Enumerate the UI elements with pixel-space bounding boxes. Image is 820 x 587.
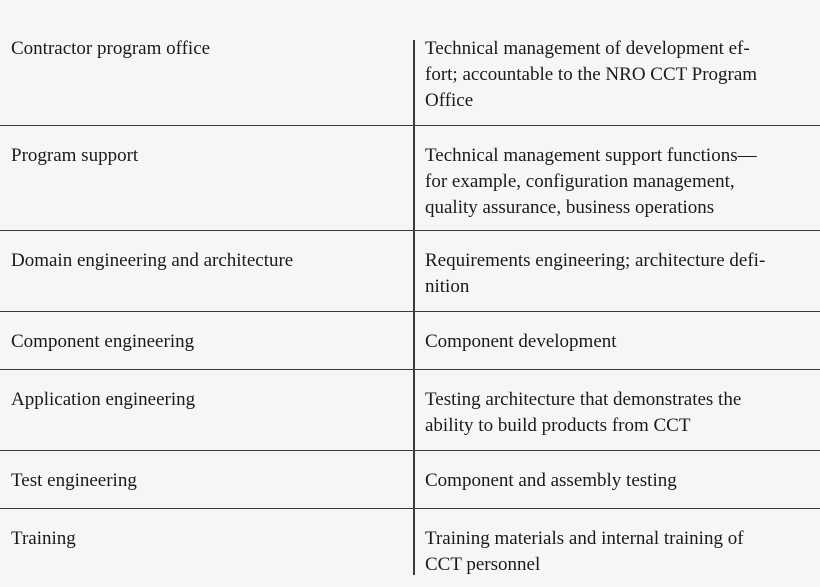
column-divider [413,126,415,230]
description-line: Testing architecture that demonstrates the [425,389,742,410]
role-cell: Domain engineering and architecture [11,250,294,271]
description-line: CCT personnel [425,554,541,575]
description-line: Component development [425,331,617,352]
description-cell [425,329,817,355]
description-line: Requirements engineering; architecture defi- [425,250,766,271]
description-line: nition [425,276,470,297]
role-cell: Application engineering [11,389,196,410]
description-line: fort; accountable to the NRO CCT Program [425,64,758,85]
description-line: quality assurance, business operations [425,197,715,218]
description-line: Component and assembly testing [425,470,677,491]
column-divider [413,312,415,369]
role-cell: Contractor program office [11,38,211,59]
table-row [0,370,820,451]
description-line: Technical management support functions— [425,145,757,166]
role-cell: Component engineering [11,331,195,352]
table-row [0,312,820,370]
description-cell [425,248,817,300]
description-cell [425,143,817,221]
role-cell: Training [11,528,76,549]
role-cell: Test engineering [11,470,137,491]
column-divider [413,40,415,125]
description-line: for example, configuration management, [425,171,735,192]
column-divider [413,370,415,450]
description-line: ability to build products from CCT [425,415,691,436]
table-row [0,36,820,126]
description-cell [425,468,817,494]
description-line: Office [425,90,474,111]
column-divider [413,509,415,575]
description-line: Training materials and internal training of [425,528,744,549]
table-row [0,126,820,231]
description-cell [425,526,817,578]
table-row [0,451,820,509]
role-cell: Program support [11,145,139,166]
column-divider [413,451,415,508]
description-cell [425,387,817,439]
description-cell [425,36,817,114]
description-line: Technical management of development ef- [425,38,750,59]
column-divider [413,231,415,311]
table-row [0,231,820,312]
table-row [0,509,820,575]
